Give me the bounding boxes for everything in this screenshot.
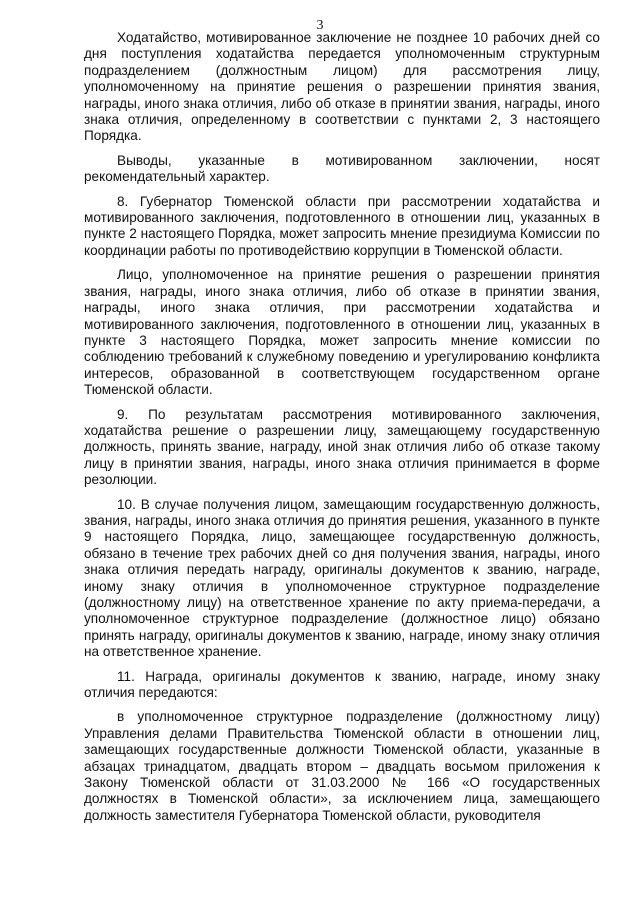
paragraph: 11. Награда, оригиналы документов к званию, награде, иному знаку отличия передаются: [84,668,600,701]
paragraph: Ходатайство, мотивированное заключение не позднее 10 рабочих дней со дня поступления ходатайства передается уполномоченным структурным подразделением (должностным лицом) для рассмотрения лицу, уполномоченному на принятие решения о разрешении принятия звания, награды, иного знака отличия, либо об отказе в принятии звания, награды, иного знака отличия, определенному в соответствии с пунктами 2, 3 настоящего Порядка. [84,30,600,144]
paragraph: 10. В случае получения лицом, замещающим государственную должность, звания, награды, иного знака отличия до принятия решения, указанного в пункте 9 настоящего Порядка, лицо, замещающее государственную должность, обязано в течение трех рабочих дней со дня получения звания, награды, иного знака отличия передать награду, оригиналы документов к званию, награде, иному знаку отличия в уполномоченное структурное подразделение (должностному лицу) на ответственное хранение по акту приема-передачи, а уполномоченное структурное подразделение (должностное лицо) обязано принять награду, оригиналы документов к званию, награде, иному знаку отличия на ответственное хранение. [84,496,600,660]
page-number: 3 [316,18,324,33]
document-body [84,30,600,832]
paragraph: Лицо, уполномоченное на принятие решения о разрешении принятия звания, награды, иного знака отличия, либо об отказе в принятии звания, награды, иного знака отличия, при рассмотрении ходатайства и мотивированного заключения, подготовленного в отношении лиц, указанных в пункте 3 настоящего Порядка, может запросить мнение комиссии по соблюдению требований к служебному поведению и урегулированию конфликта интересов, образованной в соответствующем государственном органе Тюменской области. [84,267,600,398]
paragraph: в уполномоченное структурное подразделение (должностному лицу) Управления делами Правительства Тюменской области в отношении лиц, замещающих государственные должности Тюменской области, указанные в абзацах тринадцатом, двадцать втором – двадцать восьмом приложения к Закону Тюменской области от 31.03.2000 № 166 «О государственных должностях в Тюменской области», за исключением лица, замещающего должность заместителя Губернатора Тюменской области, руководителя [84,709,600,823]
paragraph: Выводы, указанные в мотивированном заключении, носят рекомендательный характер. [84,152,600,185]
paragraph: 9. По результатам рассмотрения мотивированного заключения, ходатайства решение о разрешении лицу, замещающему государственную должность, принять звание, награду, иной знак отличия либо об отказе такому лицу в принятии звания, награды, иного знака отличия принимается в форме резолюции. [84,406,600,488]
paragraph: 8. Губернатор Тюменской области при рассмотрении ходатайства и мотивированного заключения, подготовленного в отношении лиц, указанных в пункте 2 настоящего Порядка, может запросить мнение президиума Комиссии по координации работы по противодействию коррупции в Тюменской области. [84,193,600,258]
